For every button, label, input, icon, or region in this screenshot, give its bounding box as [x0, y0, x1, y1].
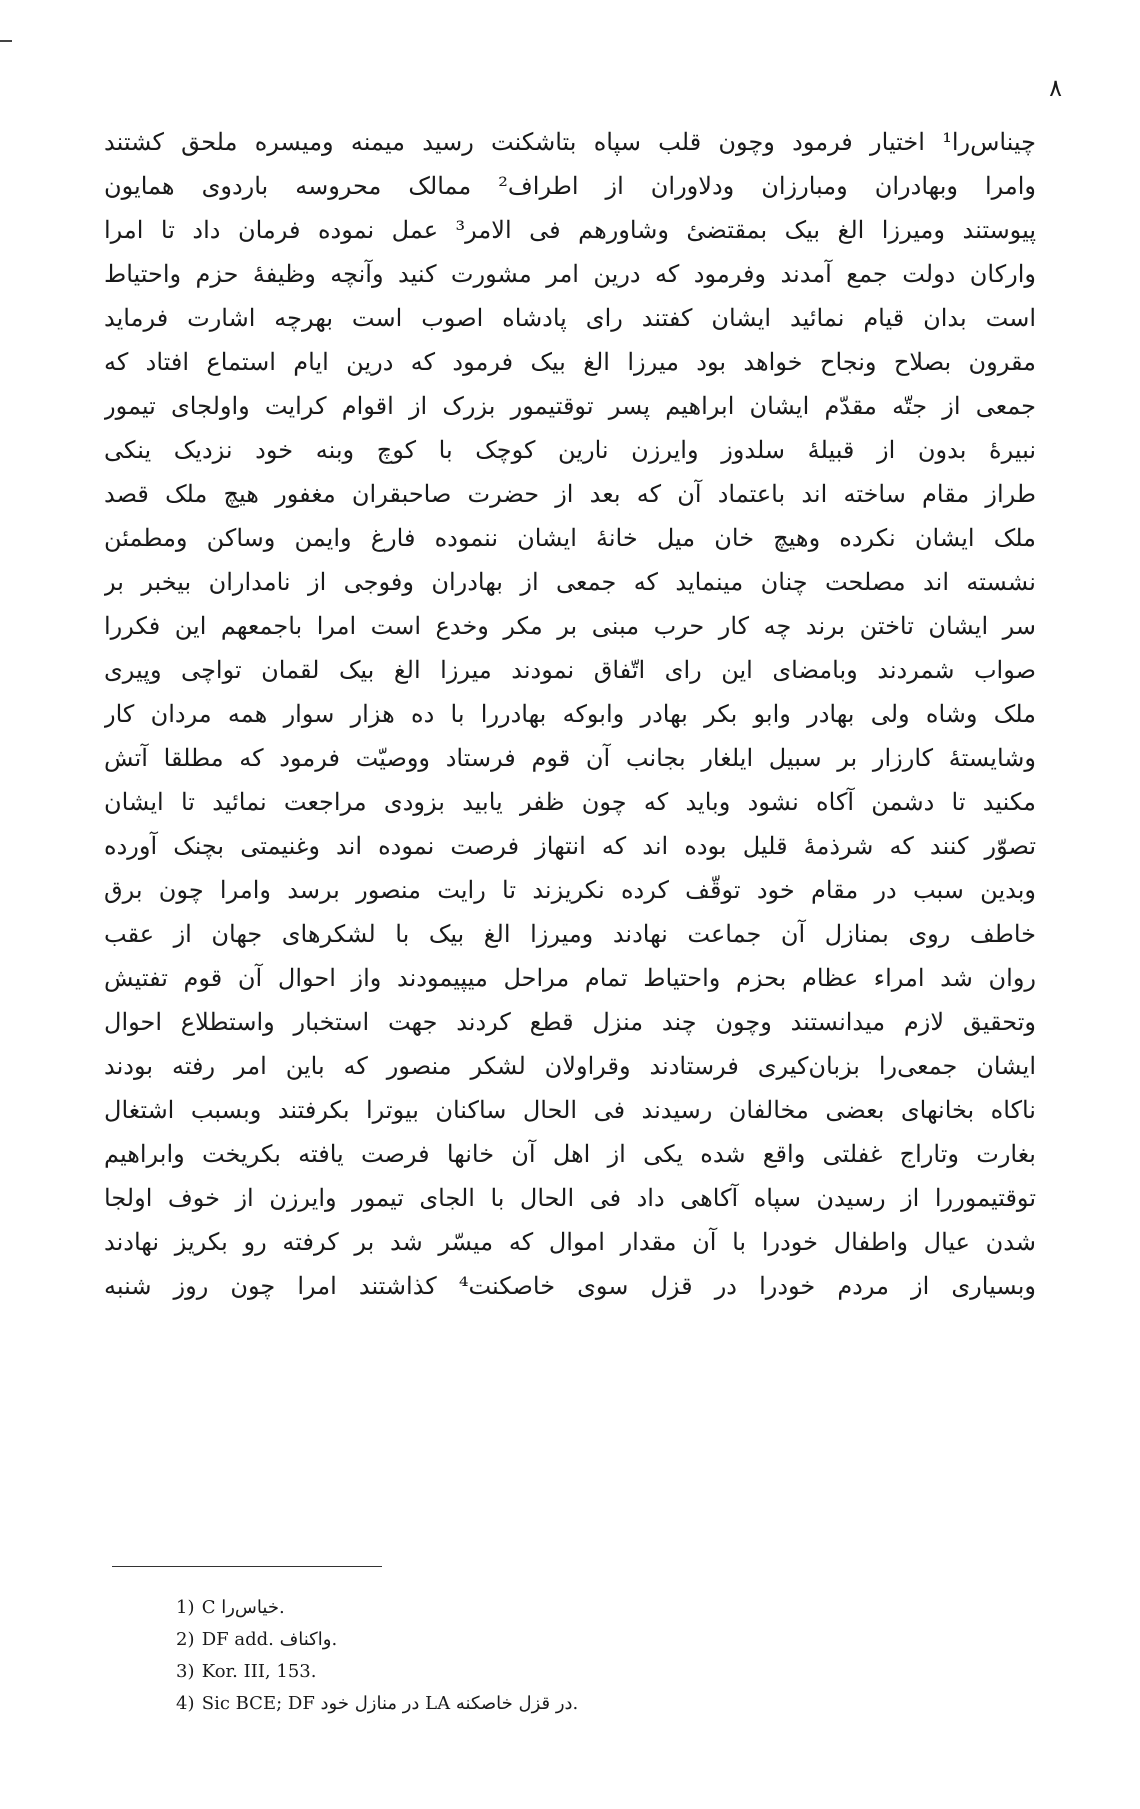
text-line: بغارت وتاراج غفلتی واقع شده یکی از اهل آن خانها فرصت یافته بکریخت وابراهیم — [104, 1140, 1036, 1168]
footnote-text: C خیاس‌را. — [201, 1597, 285, 1618]
text-line: مقرون بصلاح ونجاح خواهد بود میرزا الغ بیک فرمود که درین ایام استماع افتاد که — [104, 348, 1036, 376]
footnote-4 — [176, 1688, 936, 1720]
footnotes — [176, 1592, 936, 1720]
text-line: توقتیموررا از رسیدن سپاه آکاهی داد فی الحال با الجای تیمور وایرزن از خوف اولجا — [104, 1184, 1036, 1212]
text-line: خاطف روی بمنازل آن جماعت نهادند ومیرزا الغ بیک با لشکرهای جهان از عقب — [104, 920, 1036, 948]
footnote-text: DF add. واکناف. — [201, 1629, 338, 1650]
footnote-1 — [176, 1592, 936, 1624]
text-line: صواب شمردند وبامضای این رای اتّفاق نمودند میرزا الغ بیک لقمان تواچی وپیری — [104, 656, 1036, 684]
scan-edge-mark — [0, 40, 12, 42]
footnote-number: 3) — [176, 1661, 195, 1682]
text-line: وشایستهٔ کارزار بر سبیل ایلغار بجانب آن قوم فرستاد ووصیّت فرمود که مطلقا آتش — [104, 744, 1036, 772]
text-line: روان شد امراء عظام بحزم واحتیاط تمام مراحل میپیمودند واز احوال آن قوم تفتیش — [104, 964, 1036, 992]
text-line: وارکان دولت جمع آمدند وفرمود که درین امر مشورت کنید وآنچه وظیفهٔ حزم واحتیاط — [104, 260, 1036, 288]
page-number: ٨ — [1049, 74, 1062, 102]
text-line: پیوستند ومیرزا الغ بیک بمقتضیٔ وشاورهم فی الامر³ عمل نموده فرمان داد تا امرا — [104, 216, 1036, 244]
footnote-number: 4) — [176, 1693, 195, 1714]
footnote-number: 2) — [176, 1629, 195, 1650]
text-line: جمعی از جتّه مقدّم ایشان ابراهیم پسر توقتیمور بزرک از اقوام کرایت واولجای تیمور — [104, 392, 1036, 420]
footnote-number: 1) — [176, 1597, 195, 1618]
text-line: تصوّر کنند که شرذمهٔ قلیل بوده اند که انتهاز فرصت نموده اند وغنیمتی بچنک آورده — [104, 832, 1036, 860]
footnote-text: Kor. III, 153. — [201, 1661, 317, 1682]
footnote-text: Sic BCE; DF در منازل خود LA در قزل خاصکنه. — [201, 1693, 579, 1714]
text-line: ناکاه بخانهای بعضی مخالفان رسیدند فی الحال ساکنان بیوترا بکرفتند وبسبب اشتغال — [104, 1096, 1036, 1124]
text-line: نبیرهٔ بدون از قبیلهٔ سلدوز وایرزن نارین کوچک با کوچ وبنه خود نزدیک ینکی — [104, 436, 1036, 464]
text-line: وبسیاری از مردم خودرا در قزل سوی خاصکنت⁴ کذاشتند امرا چون روز شنبه — [104, 1272, 1036, 1300]
text-line: سر ایشان تاختن برند چه کار حرب مبنی بر مکر وخدع است امرا باجمعهم این فکررا — [104, 612, 1036, 640]
text-line: ایشان جمعی‌را بزبان‌کیری فرستادند وقراولان لشکر منصور که باین امر رفته بودند — [104, 1052, 1036, 1080]
footnote-divider — [112, 1566, 382, 1567]
text-line: طراز مقام ساخته اند باعتماد آن که بعد از حضرت صاحبقران مغفور هیچ ملک قصد — [104, 480, 1036, 508]
footnote-2 — [176, 1624, 936, 1656]
text-line: چیناس‌را¹ اختیار فرمود وچون قلب سپاه بتاشکنت رسید میمنه ومیسره ملحق کشتند — [104, 128, 1036, 156]
text-line: نشسته اند مصلحت چنان مینماید که جمعی از بهادران وفوجی از نامداران بیخبر بر — [104, 568, 1036, 596]
footnote-3 — [176, 1656, 936, 1688]
text-line: ملک ایشان نکرده وهیچ خان میل خانهٔ ایشان ننموده فارغ وایمن وساکن ومطمئن — [104, 524, 1036, 552]
text-line: شدن عیال واطفال خودرا با آن مقدار اموال که میسّر شد بر کرفته رو بکریز نهادند — [104, 1228, 1036, 1256]
text-line: مکنید تا دشمن آکاه نشود وباید که چون ظفر یابید بزودی مراجعت نمائید تا ایشان — [104, 788, 1036, 816]
text-line: وامرا وبهادران ومبارزان ودلاوران از اطراف² ممالک محروسه باردوی همایون — [104, 172, 1036, 200]
main-text-block — [104, 120, 1036, 1308]
text-line: است بدان قیام نمائید ایشان کفتند رای پادشاه اصوب است بهرچه اشارت فرماید — [104, 304, 1036, 332]
text-line: وتحقیق لازم میدانستند وچون چند منزل قطع کردند جهت استخبار واستطلاع احوال — [104, 1008, 1036, 1036]
text-line: وبدین سبب در مقام خود توقّف کرده نکریزند تا رایت منصور برسد وامرا چون برق — [104, 876, 1036, 904]
text-line: ملک وشاه ولی بهادر وابو بکر بهادر وابوکه بهادررا با ده هزار سوار همه مردان کار — [104, 700, 1036, 728]
